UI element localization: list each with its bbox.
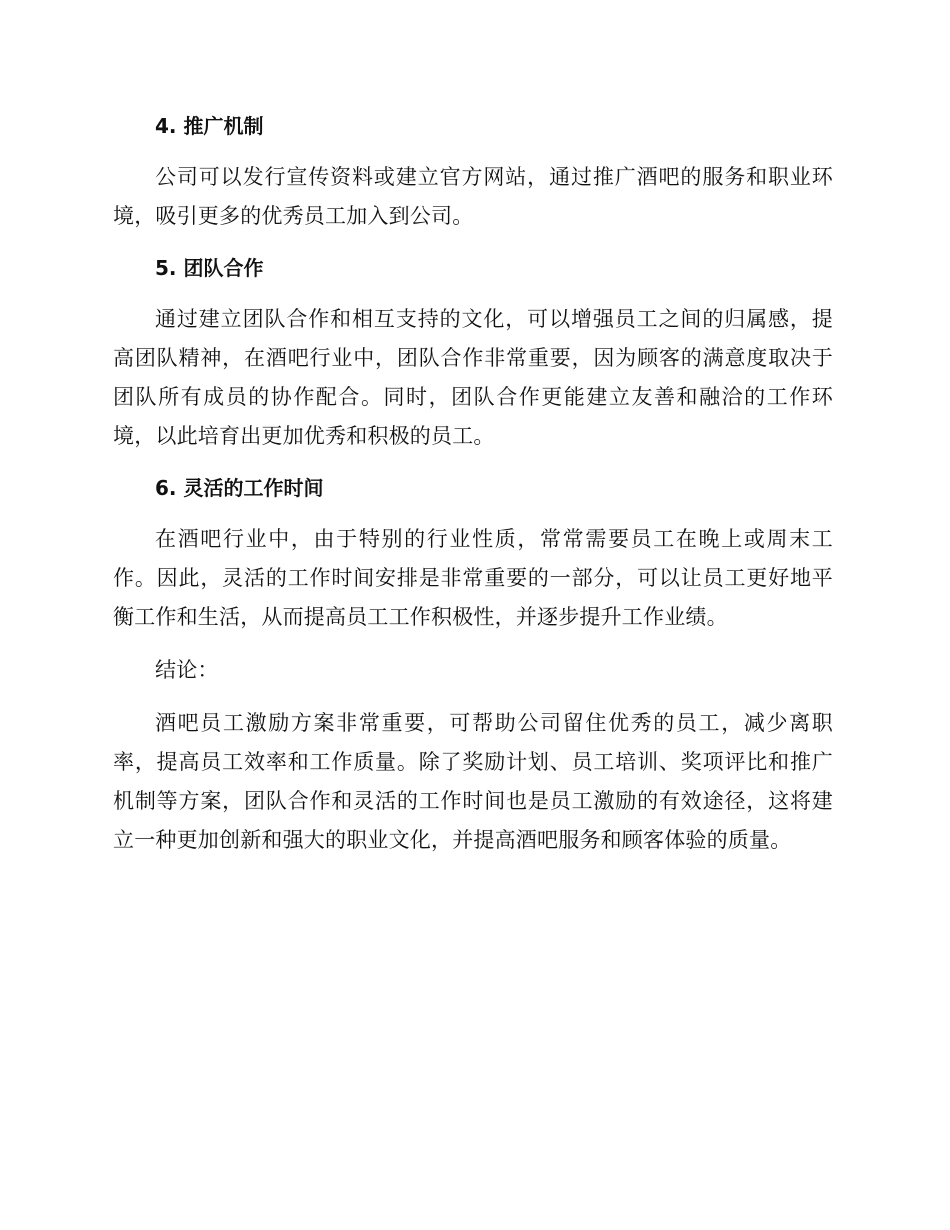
section-paragraph-flexible-hours: 在酒吧行业中，由于特别的行业性质，常常需要员工在晚上或周末工作。因此，灵活的工作时间安排是非常重要的一部分，可以让员工更好地平衡工作和生活，从而提高员工工作积极性，并逐步提升工作业绩。 [113, 527, 833, 629]
document-page [113, 108, 833, 874]
section-heading-flexible-hours: 6. 灵活的工作时间 [155, 476, 324, 500]
section-paragraph-promotion: 公司可以发行宣传资料或建立官方网站，通过推广酒吧的服务和职业环境，吸引更多的优秀员工加入到公司。 [113, 165, 833, 228]
section-heading-promotion: 4. 推广机制 [155, 114, 264, 138]
conclusion-label: 结论： [155, 658, 219, 682]
section-heading-teamwork: 5. 团队合作 [155, 256, 264, 280]
section-paragraph-teamwork: 通过建立团队合作和相互支持的文化，可以增强员工之间的归属感，提高团队精神，在酒吧行业中，团队合作非常重要，因为顾客的满意度取决于团队所有成员的协作配合。同时，团队合作更能建立友善和融洽的工作环境，以此培育出更加优秀和积极的员工。 [113, 307, 833, 448]
conclusion-paragraph: 酒吧员工激励方案非常重要，可帮助公司留住优秀的员工，减少离职率，提高员工效率和工作质量。除了奖励计划、员工培训、奖项评比和推广机制等方案，团队合作和灵活的工作时间也是员工激励的有效途径，这将建立一种更加创新和强大的职业文化，并提高酒吧服务和顾客体验的质量。 [113, 711, 833, 852]
